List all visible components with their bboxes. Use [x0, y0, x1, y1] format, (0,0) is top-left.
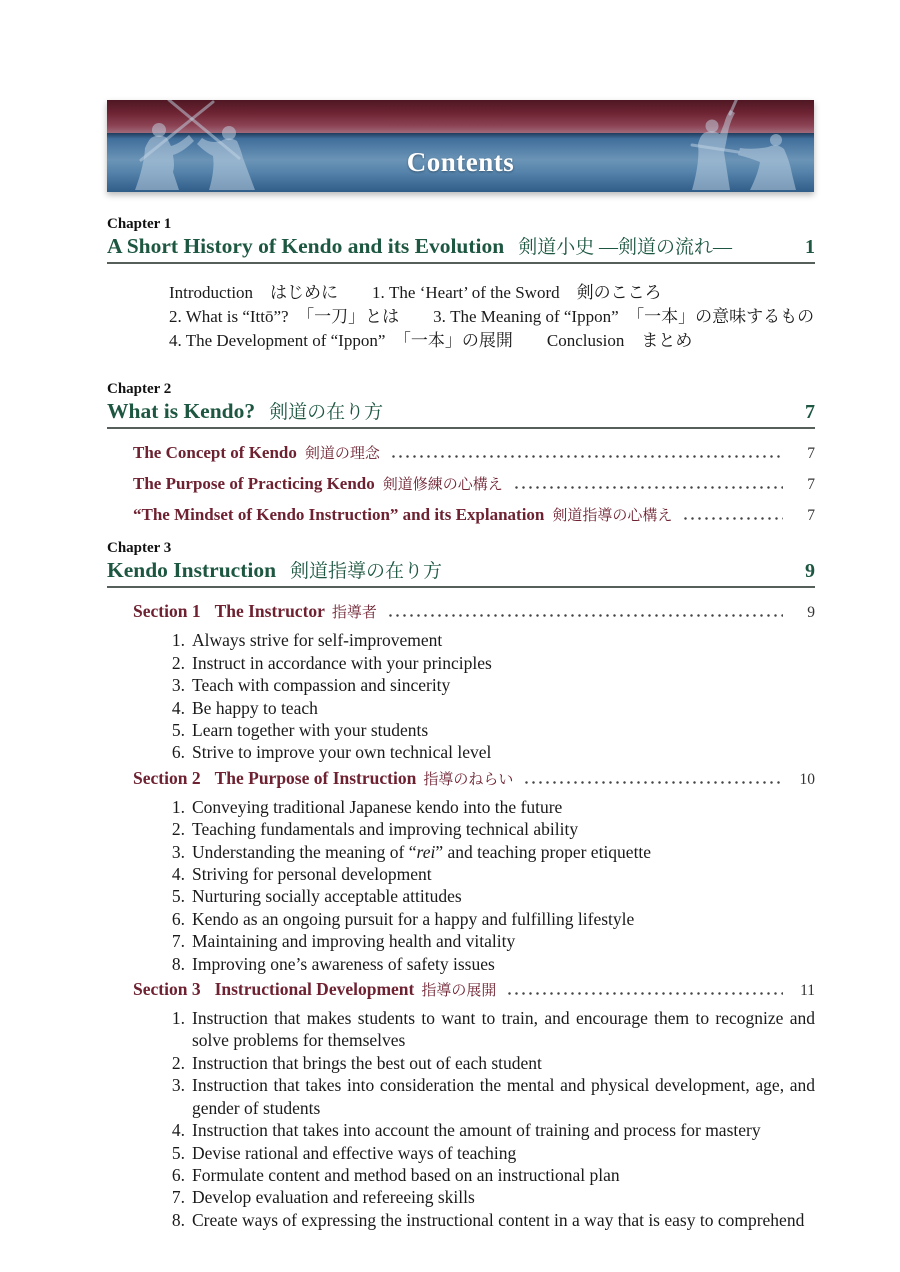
- section-page-number: 9: [807, 604, 815, 622]
- contents-banner: [107, 100, 814, 192]
- section-title-japanese: 指導者: [331, 605, 377, 622]
- entry-title: The Purpose of Practicing Kendo: [133, 474, 375, 494]
- item-text: Instruction that makes students to want to train, and encourage them to recognize and solve problems for themselves: [192, 1008, 815, 1051]
- item-text: Create ways of expressing the instructional content in a way that is easy to comprehend: [192, 1209, 805, 1230]
- toc-item: [107, 1052, 815, 1074]
- dotted-leader: [506, 992, 783, 995]
- item-number: 6.: [171, 742, 185, 763]
- toc-content: [107, 192, 815, 1233]
- item-number: 3.: [171, 675, 185, 696]
- toc-item: [107, 629, 815, 651]
- toc-item: [107, 908, 815, 930]
- entry-title-japanese: 剣道の理念: [304, 446, 380, 463]
- entry-title: “The Mindset of Kendo Instruction” and its Explanation: [133, 505, 545, 525]
- toc-item: [107, 697, 815, 719]
- item-number: 3.: [171, 841, 185, 862]
- chapter-title-japanese: 剣道指導の在り方: [290, 561, 443, 583]
- item-text-post: ” and teaching proper etiquette: [435, 841, 652, 862]
- item-number: 8.: [171, 953, 185, 974]
- dotted-leader: [682, 517, 783, 520]
- item-number: 7.: [171, 1187, 185, 1208]
- item-text: Instruct in accordance with your principles: [192, 652, 492, 673]
- entry-page-number: 7: [807, 445, 815, 463]
- toc-item: [107, 1119, 815, 1141]
- toc-entry: [133, 473, 815, 496]
- dotted-leader: [387, 614, 783, 617]
- item-number: 5.: [171, 720, 185, 741]
- section-title: The Instructor: [214, 601, 325, 622]
- kendo-fencers-silhouette-right-icon: [680, 100, 812, 192]
- intro-line: 4. The Development of “Ippon” 「一本」の展開 Conclusion まとめ: [169, 330, 693, 350]
- toc-item: [107, 885, 815, 907]
- entry-title-japanese: 剣道指導の心構え: [552, 508, 673, 525]
- chapter-title: What is Kendo?: [107, 399, 256, 424]
- item-text-italic: rei: [416, 841, 436, 862]
- chapter-3-sections: [107, 600, 815, 1231]
- chapter-title: Kendo Instruction: [107, 558, 277, 583]
- section-page-number: 11: [800, 982, 815, 1000]
- chapter-page-number: 9: [805, 560, 815, 583]
- item-text: Striving for personal development: [192, 864, 432, 885]
- entry-title: The Concept of Kendo: [133, 443, 297, 463]
- toc-item: [107, 863, 815, 885]
- toc-item: [107, 930, 815, 952]
- item-number: 7.: [171, 931, 185, 952]
- item-text: Improving one’s awareness of safety issues: [192, 953, 495, 974]
- chapter-1-intro: [169, 281, 815, 352]
- chapter-page-number: 1: [805, 236, 815, 258]
- item-number: 2.: [171, 819, 185, 840]
- section-2-items: [107, 796, 815, 975]
- dotted-leader: [390, 455, 783, 458]
- section-3-items: [107, 1007, 815, 1231]
- section-heading-row: [133, 767, 815, 792]
- toc-item: [107, 1186, 815, 1208]
- toc-item: [107, 1142, 815, 1164]
- intro-line: 2. What is “Ittō”? 「一刀」とは 3. The Meaning of “Ippon” 「一本」の意味するもの: [169, 306, 815, 326]
- item-text: Learn together with your students: [192, 720, 429, 741]
- item-number: 6.: [171, 1164, 185, 1185]
- toc-item: [107, 1164, 815, 1186]
- item-number: 4.: [171, 1120, 185, 1141]
- item-number: 5.: [171, 886, 185, 907]
- item-text: Teaching fundamentals and improving technical ability: [192, 819, 579, 840]
- section-label: Section 2: [133, 767, 201, 788]
- toc-item: [107, 674, 815, 696]
- item-text: Instruction that takes into consideration the mental and physical development, age, and gender of students: [192, 1075, 815, 1118]
- item-number: 2.: [171, 652, 185, 673]
- toc-item: [107, 719, 815, 741]
- item-number: 4.: [171, 864, 185, 885]
- item-number: 8.: [171, 1209, 185, 1230]
- chapter-label: Chapter 2: [107, 381, 172, 398]
- chapter-label: Chapter 1: [107, 216, 172, 232]
- section-1-items: [107, 629, 815, 763]
- dotted-leader: [523, 781, 783, 784]
- item-number: 3.: [171, 1075, 185, 1096]
- entry-page-number: 7: [807, 476, 815, 494]
- toc-item: [107, 1074, 815, 1119]
- section-title-japanese: 指導のねらい: [423, 771, 514, 788]
- section-title: The Purpose of Instruction: [214, 767, 417, 788]
- chapter-title-row: [107, 558, 815, 588]
- toc-item: [107, 1209, 815, 1231]
- section-title: Instructional Development: [214, 979, 415, 1000]
- kendo-fencers-silhouette-left-icon: [111, 100, 303, 192]
- item-number: 1.: [171, 630, 185, 651]
- toc-item: [107, 796, 815, 818]
- section-page-number: 10: [799, 770, 815, 788]
- item-text: Instruction that takes into account the amount of training and process for mastery: [192, 1120, 761, 1141]
- item-text: Kendo as an ongoing pursuit for a happy and fulfilling lifestyle: [192, 908, 635, 929]
- item-text: Formulate content and method based on an instructional plan: [192, 1164, 620, 1185]
- chapter-2-block: [107, 380, 815, 527]
- section-heading-row: [133, 978, 815, 1003]
- entry-page-number: 7: [807, 507, 815, 525]
- item-number: 1.: [171, 1008, 185, 1029]
- chapter-title-row: [107, 399, 815, 429]
- item-number: 5.: [171, 1142, 185, 1163]
- item-text: Devise rational and effective ways of teaching: [192, 1142, 517, 1163]
- chapter-page-number: 7: [805, 401, 815, 424]
- item-text: Teach with compassion and sincerity: [192, 675, 451, 696]
- chapter-title-japanese: 剣道の在り方: [269, 402, 384, 424]
- item-number: 4.: [171, 697, 185, 718]
- item-text: Instruction that brings the best out of each student: [192, 1052, 542, 1073]
- chapter-label: Chapter 3: [107, 540, 172, 557]
- section-label: Section 3: [133, 979, 201, 1000]
- toc-item: [107, 841, 815, 863]
- chapter-1-block: [107, 215, 815, 352]
- item-number: 1.: [171, 796, 185, 817]
- toc-item: [107, 1007, 815, 1052]
- section-title-japanese: 指導の展開: [421, 983, 497, 1000]
- chapter-title: A Short History of Kendo and its Evolution: [107, 234, 505, 258]
- chapter-title-row: [107, 234, 815, 264]
- item-text: [192, 842, 651, 862]
- item-number: 2.: [171, 1052, 185, 1073]
- item-text: Be happy to teach: [192, 697, 318, 718]
- item-number: 6.: [171, 908, 185, 929]
- section-heading-row: [133, 600, 815, 625]
- item-text: Develop evaluation and refereeing skills: [192, 1187, 475, 1208]
- entry-title-japanese: 剣道修練の心構え: [382, 477, 503, 494]
- item-text-pre: Understanding the meaning of “: [192, 841, 417, 862]
- toc-entry: [133, 442, 815, 465]
- dotted-leader: [513, 486, 783, 489]
- page-title: Contents: [406, 147, 515, 177]
- item-text: Strive to improve your own technical level: [192, 742, 492, 763]
- section-label: Section 1: [133, 601, 201, 622]
- intro-line: Introduction はじめに 1. The ‘Heart’ of the Sword 剣のこころ: [169, 283, 662, 302]
- chapter-title-japanese: 剣道小史 —剣道の流れ—: [518, 237, 732, 258]
- item-text: Always strive for self-improvement: [192, 630, 443, 651]
- chapter-2-entries: [107, 442, 815, 527]
- chapter-3-block: [107, 539, 815, 1231]
- item-text: Maintaining and improving health and vitality: [192, 931, 516, 952]
- toc-item: [107, 818, 815, 840]
- toc-item: [107, 741, 815, 763]
- item-text: Conveying traditional Japanese kendo into the future: [192, 796, 563, 817]
- toc-entry: [133, 504, 815, 527]
- toc-item: [107, 652, 815, 674]
- toc-item: [107, 953, 815, 975]
- item-text: Nurturing socially acceptable attitudes: [192, 886, 462, 907]
